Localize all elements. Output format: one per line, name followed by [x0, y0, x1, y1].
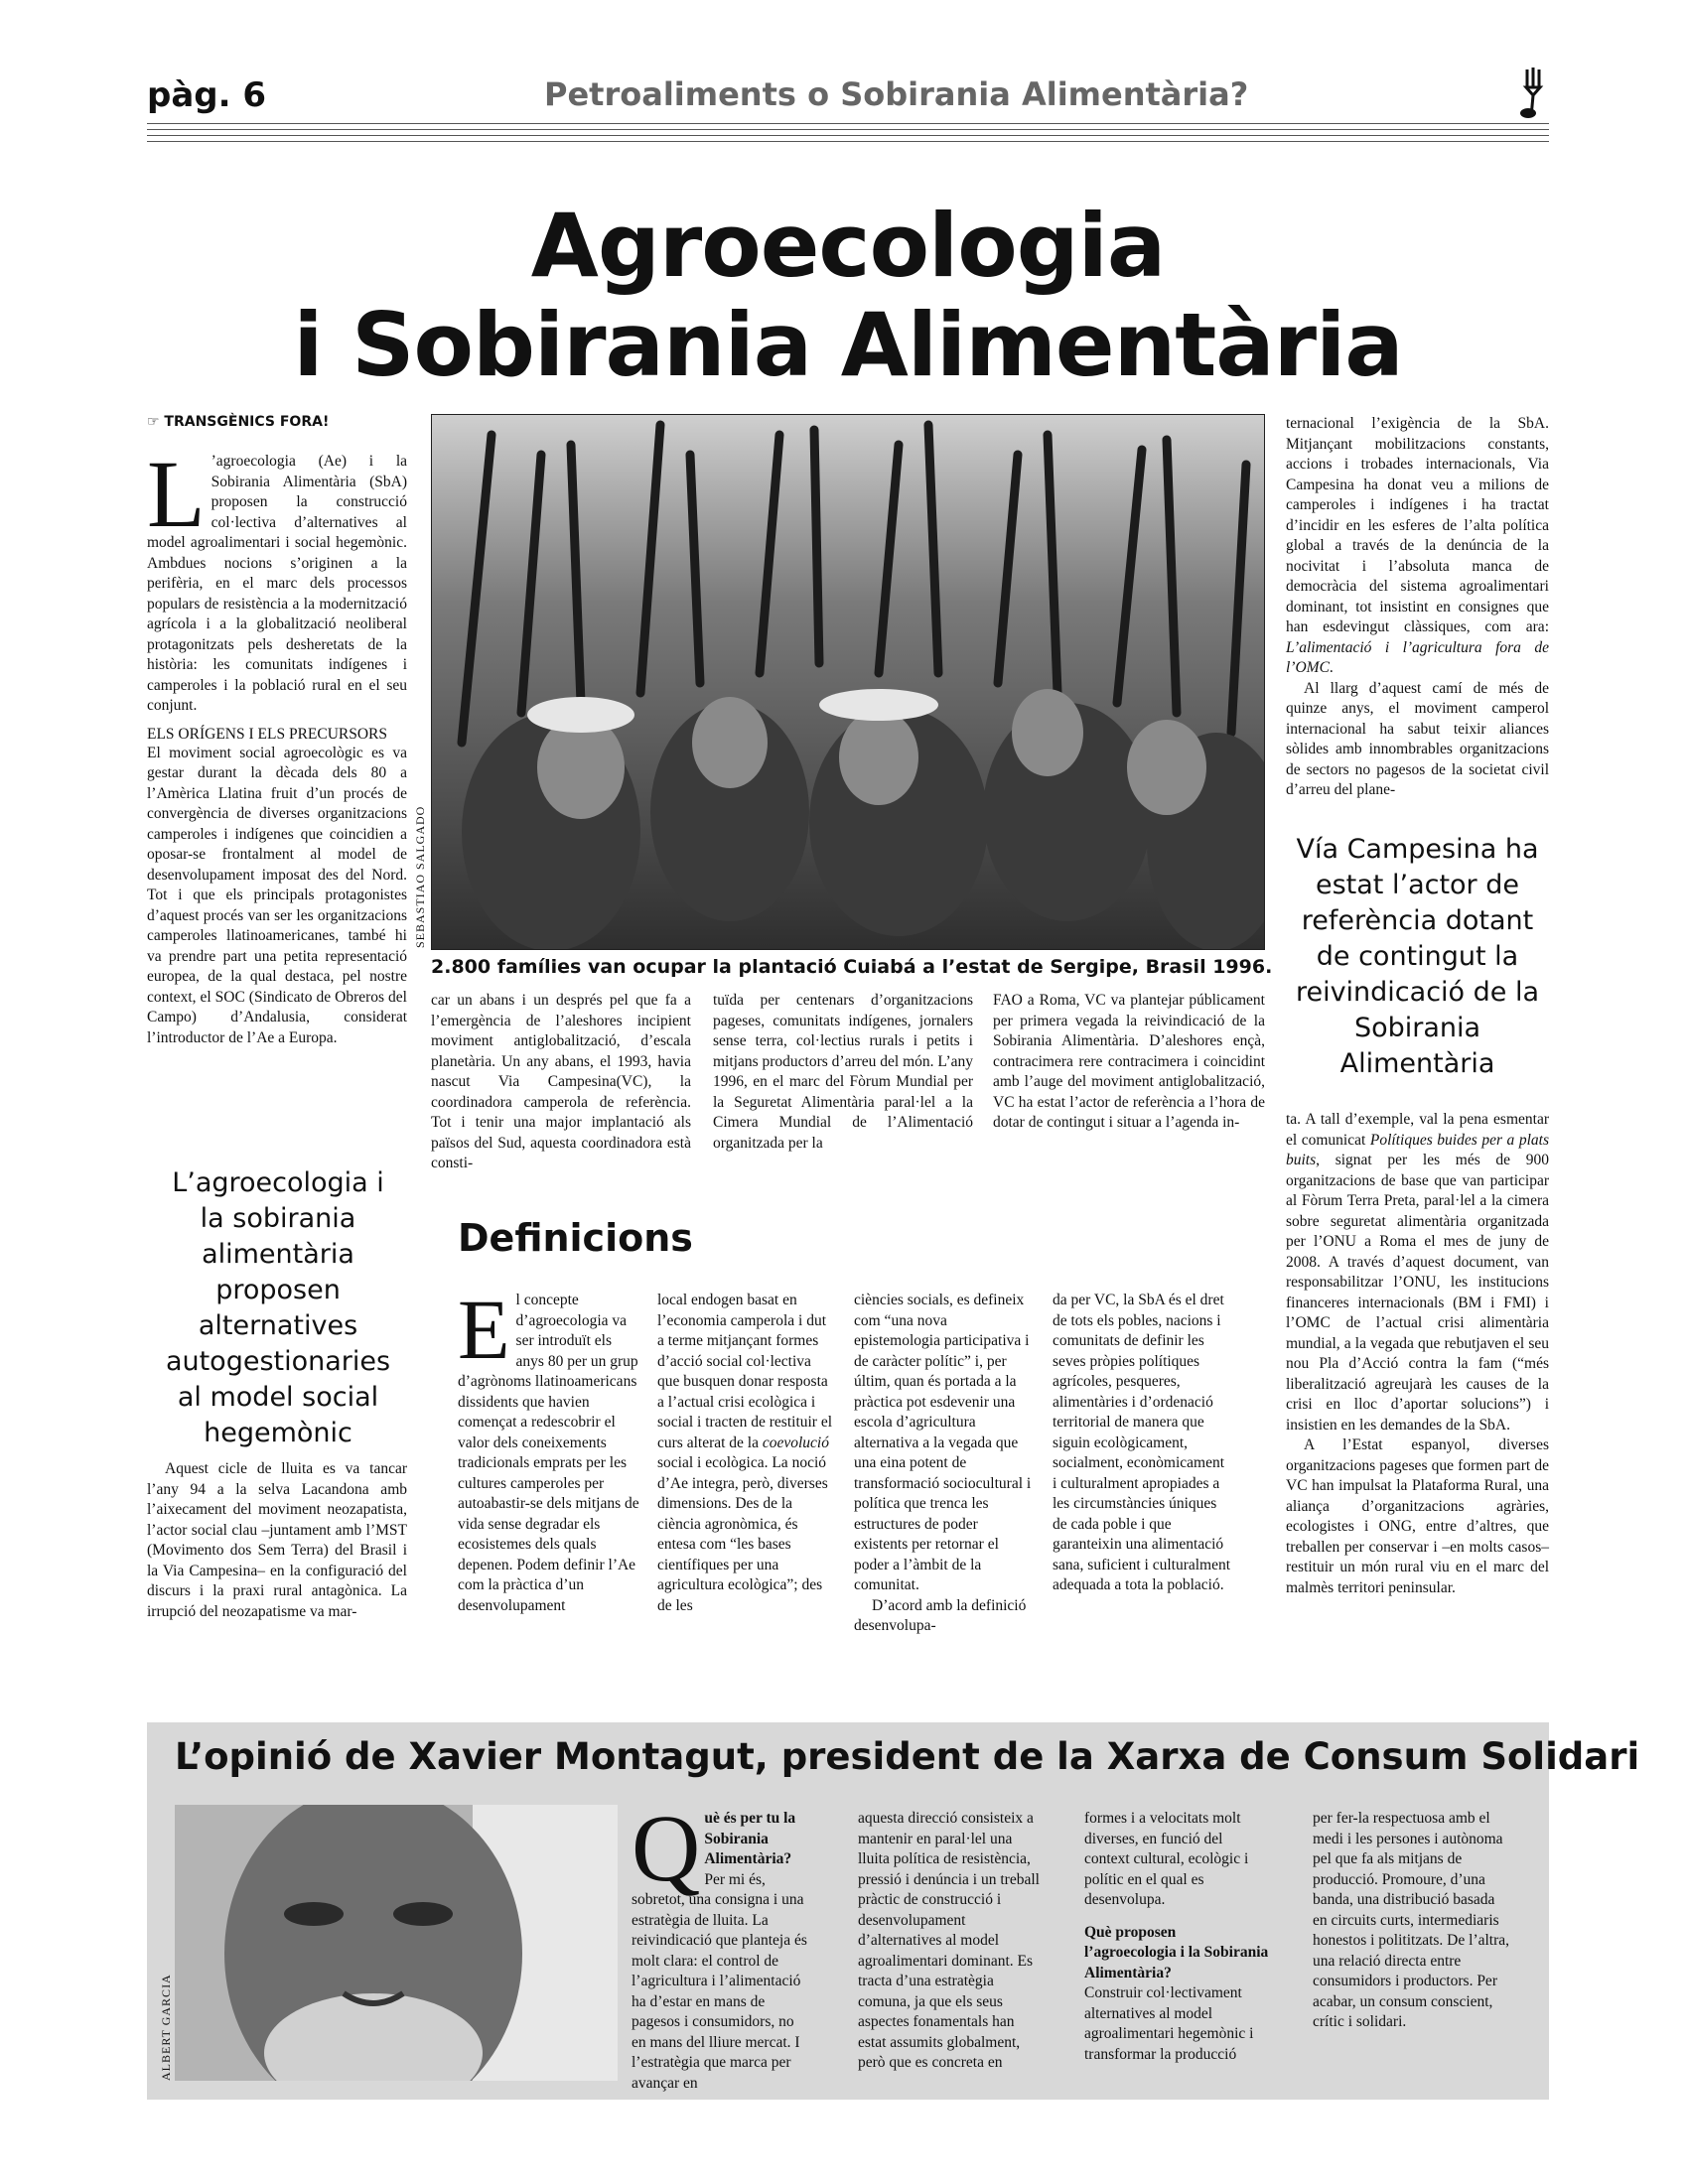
paragraph: El moviment social agroecològic es va gestar durant la dècada dels 80 a l’Amèrica Llatina fruit d’un procés de convergència de diverses organitzacions camperoles i indígenes que coincidien a oposar-se frontalment al model de desenvolupament imposat des del Nord. Tot i que els principals protagonistes d’aquest procés van ser les organitzacions camperoles llatinoamericanes, també hi va prendre part una petita representació europea, de la qual destaca, pel nostre context, el SOC (Sindicato de Obreros del Campo) d’Andalusia, considerat l’introductor de l’Ae a Europa. — [147, 744, 407, 1046]
definitions-heading: Definicions — [458, 1216, 693, 1260]
crowd-photo-image — [432, 415, 1265, 950]
running-title: Petroaliments o Sobirania Alimentària? — [544, 75, 1249, 113]
opinion-title: L’opinió de Xavier Montagut, president de la Xarxa de Consum Solidari — [175, 1735, 1640, 1778]
mid-column-3: FAO a Roma, VC va plantejar públicament per primera vegada la reivindicació de la Sobirania Alimentària. D’aleshores ençà, contracimera rere contracimera i coincidint amb l’auge del moviment antiglobalització, VC ha estat l’actor de referència a l’hora de dotar de contingut i situar a l’agenda in- — [993, 992, 1265, 1131]
opinion-column-2: aquesta direcció consisteix a mantenir en paral·lel una lluita política de resistència, pressió i denúncia i un treball pràctic de construcció i desenvolupament d’alternatives al model agroalimentari dominant. Es tracta d’una estratègia comuna, ja que els seus aspectes fonamentals han estat assumits globalment, però que es concreta en — [858, 1810, 1040, 2071]
definitions-column-4: da per VC, la SbA és el dret de tots els pobles, nacions i comunitats de definir les seves pròpies polítiques agrícoles, pesqueres, alimentàries i d’ordenació territorial de manera que siguin ecològicament, socialment, econòmicament i culturalment apropiades a les circumstàncies úniques de cada poble i que garanteixin una alimentació sana, suficient i culturalment adequada a tota la població. — [1053, 1292, 1231, 1593]
pull-quote-right: Vía Campesina ha estat l’actor de referència dotant de contingut la reivindicació de la Sobirania Alimentària — [1295, 834, 1540, 1079]
article-title — [147, 197, 1549, 395]
title-line-2: i Sobirania Alimentària — [293, 294, 1403, 396]
answer-1-end: formes i a velocitats molt diverses, en funció del context cultural, ecològic i polític en el qual es desenvolupa. — [1084, 1810, 1249, 1908]
opinion-column-3 — [1084, 1809, 1269, 2065]
photo-credit: SEBASTIAO SALGADO — [413, 805, 427, 948]
paragraph: local endogen basat en l’economia camperola i dut a terme mitjançant formes d’acció social col·lectiva que busquen donar resposta a l’actual crisi ecològica i social i tracten de restituir el curs alterat de la — [657, 1292, 833, 1451]
subheading: ELS ORÍGENS I ELS PRECURSORS — [147, 725, 388, 743]
drop-cap: E — [458, 1282, 510, 1377]
opinion-column-4: per fer-la respectuosa amb el medi i les persones i autònoma pel que fa als mitjans de producció. Promoure, d’una banda, una distribució basada en circuits curts, intermediaris honestos i polititzats. De l’altra, una relació directa entre consumidors i productors. Per acabar, un consum conscient, crític i solidari. — [1313, 1810, 1510, 2030]
paragraph: l concepte d’agroecologia va ser introduït els anys 80 per un grup d’agrònoms llatinoamericans dissidents que havien començat a redescobrir el valor dels coneixements tradicionals emprats per les cultures camperoles per autoabastir-se dels mitjans de vida sense degradar els ecosistemes dels quals depenen. Podem definir l’Ae com la pràctica d’un desenvolupament — [458, 1292, 639, 1614]
pitchfork-logo-icon — [1517, 66, 1549, 121]
mid-column-1: car un abans i un després pel que fa a l’emergència de l’aleshores incipient moviment antiglobalització, d’escala planetària. Un any abans, el 1993, havia nascut Via Campesina(VC), la coordinadora camperola de referència. Tot i tenir una major implantació als països del Sud, aquesta coordinadora està consti- — [431, 992, 691, 1171]
paragraph: A l’Estat espanyol, diverses organitzacions pageses que formen part de VC han impulsat la Plataforma Rural, una aliança d’organitzacions agràries, ecologistes i ONG, entre d’altres, que treballen per conservar i –en molts casos– restituir un món rural viu en el marc del malmès territori peninsular. — [1286, 1436, 1549, 1596]
drop-cap: Q — [632, 1795, 701, 1901]
portrait-image — [175, 1805, 618, 2081]
italic-slogan: L’alimentació i l’agricultura fora de l’OMC — [1286, 638, 1549, 676]
answer-1: Per mi és, sobretot, una consigna i una estratègia de lluita. La reivindicació que planteja és molt clara: el control de l’agricultura i l’alimentació ha d’estar en mans de pagesos i consumidors, no en mans del lliure mercat. I l’estratègia que marca per avançar en — [632, 1870, 807, 2092]
mid-column-2: tuïda per centenars d’organitzacions pageses, comunitats indígenes, jornalers sense terra, col·lectius rurals i petits i mitjans productors d’arreu del món. L’any 1996, en el marc del Fòrum Mundial per la Seguretat Alimentària paral·lel a la Cimera Mundial de l’Alimentació organitzada per la — [713, 992, 974, 1152]
punctuation: . — [1329, 659, 1334, 676]
portrait-photo — [175, 1805, 618, 2081]
section-kicker: ☞ TRANSGÈNICS FORA! — [147, 414, 330, 430]
paragraph: , signat per les més de 900 organitzacions de base que van participar al Fòrum Terra Preta, paral·lel a la cimera sobre seguretat alimentària organitzada per l’ONU a Roma el mes de juny de 2008. A través d’aquest document, van responsabilitzar l’ONU, les institucions financeres internacionals (BM i FMI) i l’OMC de l’actual crisi alimentària mundial, a la vegada que rebutjaven el seu nou Pla d’Acció contra la fam (“més liberalització agreujarà les causes de la crisi en lloc d’aportar solucions”) i insistien en les demandes de la SbA. — [1286, 1152, 1549, 1433]
right-column — [1286, 414, 1549, 801]
paragraph: Al llarg d’aquest camí de més de quinze anys, el moviment camperol internacional ha sabut teixir aliances sòlides amb innombrables organitzacions de sectors no pagesos de la societat civil d’arreu del plane- — [1286, 679, 1549, 798]
right-column-continued — [1286, 1110, 1549, 1598]
paragraph: ta. A tall d’exemple, val la pena esmentar el comunicat — [1286, 1111, 1549, 1149]
definitions-column-3 — [854, 1291, 1033, 1637]
definitions-column-2 — [657, 1291, 836, 1616]
left-column — [147, 441, 407, 1048]
definitions-column-1 — [458, 1282, 639, 1616]
answer-2: Construir col·lectivament alternatives al model agroalimentari hegemònic i transformar la producció — [1084, 1984, 1254, 2063]
paragraph: ciències socials, es defineix com “una nova epistemologia participativa i de caràcter polític” i, per últim, quan és portada a la pràctica pot esdevenir una escola d’agricultura alternativa a la vegada que una eina potent de transformació sociocultural i política que trenca les estructures de poder existents per retornar el poder a l’àmbit de la comunitat. — [854, 1292, 1032, 1593]
italic-title: Polítiques buides per a plats buits — [1286, 1131, 1549, 1168]
header-rule — [147, 135, 1549, 136]
question-2: Què proposen l’agroecologia i la Sobirania Alimentària? — [1084, 1923, 1269, 1981]
header-rule — [147, 129, 1549, 130]
question-1: uè és per tu la Sobirania Alimentària? — [704, 1810, 796, 1867]
pull-quote-left: L’agroecologia i la sobirania alimentària proposen alternatives autogestionaries al model social hegemònic — [165, 1167, 391, 1448]
page-number: pàg. 6 — [147, 75, 267, 115]
left-column-continued — [147, 1459, 407, 1622]
italic-term: coevolució — [762, 1433, 829, 1451]
header-rule — [147, 123, 1549, 124]
paragraph: D’acord amb la definició desenvolupa- — [854, 1596, 1027, 1634]
photo-caption: 2.800 famílies van ocupar la plantació Cuiabá a l’estat de Sergipe, Brasil 1996. — [431, 956, 1273, 978]
header-rule — [147, 141, 1549, 142]
opinion-column-1 — [632, 1795, 810, 2094]
drop-cap: L — [147, 441, 206, 547]
intro-paragraph: ’agroecologia (Ae) i la Sobirania Alimentària (SbA) proposen la construcció col·lectiva d’alternatives al model agroalimentari i social hegemònic. Ambdues nocions s’originen a la perifèria, en el marc dels processos populars de resistència a la modernització agrícola i a la globalització neoliberal protagonitzats pels desheretats de la història: les comunitats indígenes i camperoles i la població rural en el seu conjunt. — [147, 453, 407, 714]
portrait-credit: ALBERT GARCIA — [159, 1974, 173, 2081]
paragraph: ternacional l’exigència de la SbA. Mitjançant mobilitzacions constants, accions i trobades internacionals, Via Campesina ha donat veu a milions de camperoles i indígenes i ha tractat d’incidir en les esferes de l’alta política global a través de la denúncia de la nocivitat i l’absoluta manca de democràcia del sistema agroalimentari dominant, tot insistint en consignes que han esdevingut clàssiques, com ara: — [1286, 415, 1549, 635]
title-line-1: Agroecologia — [530, 195, 1166, 297]
paragraph: Aquest cicle de lluita es va tancar l’any 94 a la selva Lacandona amb l’aixecament del moviment neozapatista, l’actor social clau –juntament amb l’MST (Movimento dos Sem Terra) del Brasil i la Via Campesina– en la configuració del discurs i la praxi rural antagònica. La irrupció del neozapatisme va mar- — [147, 1460, 407, 1620]
crowd-photo — [431, 414, 1265, 950]
paragraph: social i ecològica. La noció d’Ae integra, però, diverses dimensions. Des de la ciència agronòmica, és entesa com “les bases científiques per una agricultura ecològica”; des de les — [657, 1454, 828, 1614]
